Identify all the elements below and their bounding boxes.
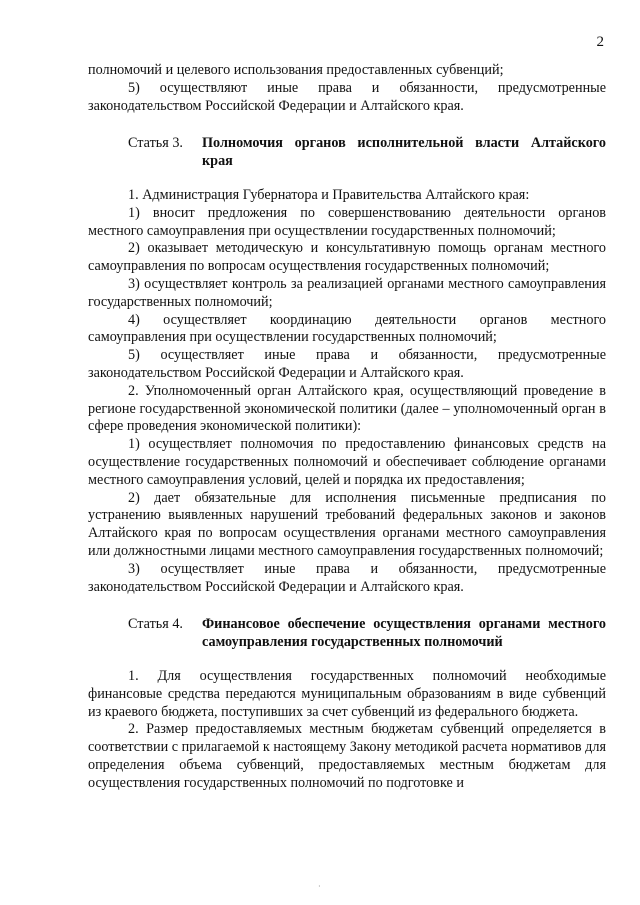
paragraph: 3) осуществляет контроль за реализацией органами местного самоуправления государственных полномочий;: [88, 275, 606, 310]
paragraph: 3) осуществляет иные права и обязанности, предусмотренные законодательством Российской Федерации и Алтайского края.: [88, 560, 606, 595]
paragraph: 1) вносит предложения по совершенствованию деятельности органов местного самоуправления при осуществлении государственных полномочий;: [88, 204, 606, 239]
paragraph: 5) осуществляет иные права и обязанности, предусмотренные законодательством Российской Федерации и Алтайского края.: [88, 347, 606, 381]
paragraph: полномочий и целевого использования предоставленных субвенций;: [88, 62, 504, 78]
article-number: Статья 3.: [128, 135, 183, 152]
paragraph: 2. Уполномоченный орган Алтайского края, осуществляющий проведение в регионе государственной экономической политики (далее – уполномоченный орган в сфере проведения экономической политики):: [88, 382, 606, 435]
article-4-heading: [88, 616, 606, 652]
article-title: Финансовое обеспечение осуществления органами местного самоуправления государственных полномочий: [202, 616, 606, 651]
paragraph: 1. Администрация Губернатора и Правительства Алтайского края:: [128, 186, 530, 203]
paragraph: 1) осуществляет полномочия по предоставлению финансовых средств на осуществление государственных полномочий и обеспечивает соблюдение органами местного самоуправления условий, целей и порядка их предоставления;: [88, 436, 606, 488]
paragraph: 2) оказывает методическую и консультативную помощь органам местного самоуправления по вопросам осуществления государственных полномочий;: [88, 240, 606, 275]
article-title: Полномочия органов исполнительной власти Алтайского края: [202, 135, 606, 170]
paragraph: 2) дает обязательные для исполнения письменные предписания по устранению выявленных нарушений требований федеральных законов и законов Алтайского края по вопросам осуществления органами местного самоуправления или должностными лицами местного самоуправления государственных полномочий;: [88, 489, 606, 559]
paragraph: 4) осуществляет координацию деятельности органов местного самоуправления при осуществлении государственных полномочий;: [88, 311, 606, 346]
scan-mark: ·: [318, 882, 321, 891]
page-number: 2: [596, 34, 604, 50]
article-3-heading: [88, 135, 606, 171]
article-number: Статья 4.: [128, 616, 183, 633]
document-body: [88, 62, 606, 792]
paragraph: 2. Размер предоставляемых местным бюджетам субвенций определяется в соответствии с прилагаемой к настоящему Закону методикой расчета нормативов для определения объема субвенций, предоставляемых местным бюджетам для осуществления государственных полномочий по подготовке и: [88, 721, 606, 791]
paragraph: 5) осуществляют иные права и обязанности, предусмотренные законодательством Российской Федерации и Алтайского края.: [88, 79, 606, 114]
paragraph: 1. Для осуществления государственных полномочий необходимые финансовые средства передаются муниципальным образованиям в виде субвенций из краевого бюджета, поступивших за счет субвенций из федерального бюджета.: [88, 667, 606, 720]
